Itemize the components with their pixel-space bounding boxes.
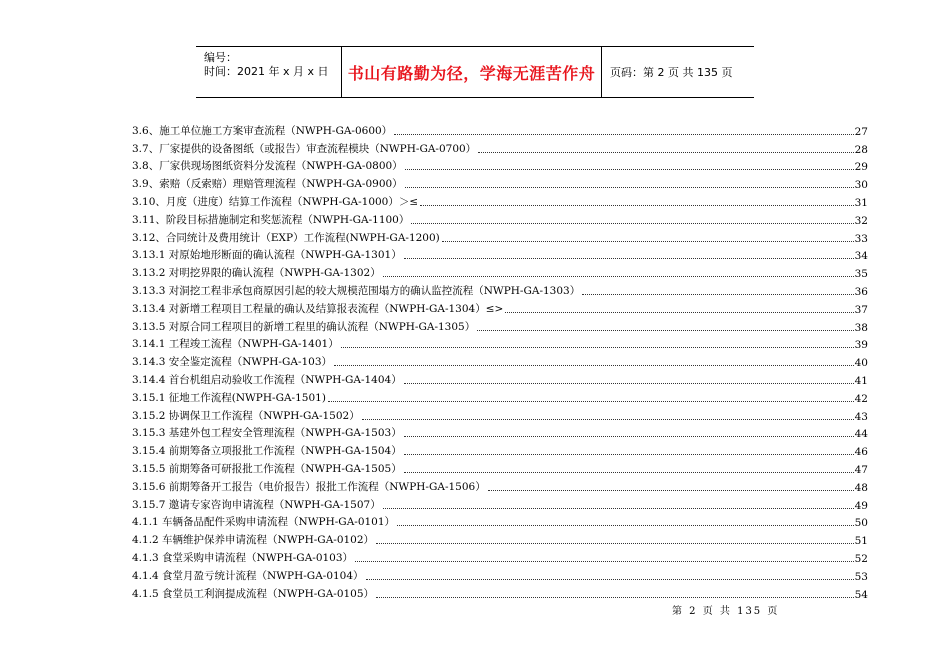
toc-dot-leader <box>394 134 853 135</box>
header-meta <box>196 47 342 97</box>
toc-entry-title: 3.15.7 邀请专家咨询申请流程（NWPH-GA-1507） <box>132 498 381 511</box>
toc-entry-title: 3.13.3 对洞挖工程非承包商原因引起的较大规模范围塌方的确认监控流程（NWPH-GA-1303） <box>132 284 581 297</box>
toc-entry-page-number: 36 <box>854 285 868 298</box>
toc-entry-title: 3.11、阶段目标措施制定和奖惩流程（NWPH-GA-1100） <box>132 213 410 226</box>
toc-dot-leader <box>366 579 854 580</box>
toc-dot-leader <box>582 294 853 295</box>
toc-entry-title: 3.14.4 首台机组启动验收工作流程（NWPH-GA-1404） <box>132 373 402 386</box>
toc-entry-title: 3.7、厂家提供的设备图纸（或报告）审查流程模块（NWPH-GA-0700） <box>132 142 477 155</box>
toc-entry-page-number: 28 <box>854 143 868 156</box>
toc-entry[interactable] <box>132 191 868 209</box>
toc-dot-leader <box>404 472 854 473</box>
toc-dot-leader <box>383 508 854 509</box>
table-of-contents <box>132 120 868 601</box>
toc-entry-page-number: 37 <box>854 303 868 316</box>
toc-entry-page-number: 53 <box>854 570 868 583</box>
toc-dot-leader <box>477 330 853 331</box>
toc-entry[interactable] <box>132 334 868 352</box>
toc-entry-page-number: 35 <box>854 268 868 281</box>
toc-entry-page-number: 43 <box>854 410 868 423</box>
toc-entry-title: 3.13.2 对明挖界限的确认流程（NWPH-GA-1302） <box>132 267 381 280</box>
toc-entry-page-number: 47 <box>854 463 868 476</box>
toc-entry-page-number: 54 <box>854 588 868 601</box>
toc-entry-title: 4.1.4 食堂月盈亏统计流程（NWPH-GA-0104） <box>132 569 364 582</box>
toc-entry[interactable] <box>132 547 868 565</box>
toc-entry-page-number: 32 <box>854 214 868 227</box>
toc-dot-leader <box>478 152 853 153</box>
toc-entry[interactable] <box>132 387 868 405</box>
toc-dot-leader <box>411 223 853 224</box>
toc-entry[interactable] <box>132 369 868 387</box>
page-header <box>196 46 754 98</box>
toc-dot-leader <box>328 401 854 402</box>
toc-dot-leader <box>404 454 854 455</box>
toc-entry-page-number: 30 <box>854 179 868 192</box>
toc-dot-leader <box>404 436 854 437</box>
toc-dot-leader <box>488 490 854 491</box>
toc-dot-leader <box>355 561 854 562</box>
toc-entry[interactable] <box>132 458 868 476</box>
toc-entry[interactable] <box>132 227 868 245</box>
toc-entry-page-number: 27 <box>854 125 868 138</box>
toc-entry-title: 4.1.3 食堂采购申请流程（NWPH-GA-0103） <box>132 551 354 564</box>
toc-dot-leader <box>442 241 854 242</box>
toc-entry-page-number: 44 <box>854 428 868 441</box>
toc-entry-page-number: 50 <box>854 517 868 530</box>
toc-entry[interactable] <box>132 529 868 547</box>
toc-entry-title: 3.9、索赔（反索赔）理赔管理流程（NWPH-GA-0900） <box>132 178 403 191</box>
toc-entry-page-number: 39 <box>854 339 868 352</box>
toc-dot-leader <box>334 365 854 366</box>
toc-entry-title: 3.13.1 对原始地形断面的确认流程（NWPH-GA-1301） <box>132 249 402 262</box>
toc-entry[interactable] <box>132 156 868 174</box>
toc-entry[interactable] <box>132 476 868 494</box>
toc-entry-page-number: 38 <box>854 321 868 334</box>
toc-entry-title: 4.1.5 食堂员工利润提成流程（NWPH-GA-0105） <box>132 587 375 600</box>
toc-entry-page-number: 48 <box>854 481 868 494</box>
toc-entry-title: 3.12、合同统计及费用统计（EXP）工作流程(NWPH-GA-1200) <box>132 231 440 244</box>
toc-entry-page-number: 33 <box>854 232 868 245</box>
toc-entry-title: 4.1.2 车辆维护保养申请流程（NWPH-GA-0102） <box>132 534 375 547</box>
toc-entry-title: 3.15.5 前期筹备可研报批工作流程（NWPH-GA-1505） <box>132 462 402 475</box>
toc-entry[interactable] <box>132 351 868 369</box>
toc-entry[interactable] <box>132 280 868 298</box>
toc-entry-title: 4.1.1 车辆备品配件采购申请流程（NWPH-GA-0101） <box>132 516 396 529</box>
toc-entry-page-number: 46 <box>854 446 868 459</box>
toc-entry-title: 3.13.5 对原合同工程项目的新增工程里的确认流程（NWPH-GA-1305） <box>132 320 476 333</box>
toc-dot-leader <box>505 312 853 313</box>
toc-dot-leader <box>397 525 854 526</box>
toc-entry[interactable] <box>132 120 868 138</box>
toc-dot-leader <box>405 187 854 188</box>
toc-entry[interactable] <box>132 316 868 334</box>
toc-entry[interactable] <box>132 245 868 263</box>
toc-entry-page-number: 41 <box>854 374 868 387</box>
toc-dot-leader <box>404 383 854 384</box>
toc-entry[interactable] <box>132 583 868 601</box>
toc-entry[interactable] <box>132 209 868 227</box>
page-footer: 第 2 页 共 135 页 <box>672 606 780 617</box>
toc-entry[interactable] <box>132 173 868 191</box>
toc-entry[interactable] <box>132 423 868 441</box>
toc-entry[interactable] <box>132 494 868 512</box>
toc-entry-page-number: 49 <box>854 499 868 512</box>
toc-entry-page-number: 40 <box>854 357 868 370</box>
toc-entry[interactable] <box>132 138 868 156</box>
toc-entry-page-number: 31 <box>854 196 868 209</box>
toc-entry-page-number: 42 <box>854 392 868 405</box>
toc-entry-title: 3.10、月度（进度）结算工作流程（NWPH-GA-1000）＞≤ <box>132 195 419 208</box>
toc-entry[interactable] <box>132 512 868 530</box>
toc-dot-leader <box>405 169 854 170</box>
doc-date-label: 时间：2021 年 x 月 x 日 <box>204 65 329 78</box>
toc-entry-title: 3.14.1 工程竣工流程（NWPH-GA-1401） <box>132 338 339 351</box>
toc-entry-title: 3.6、施工单位施工方案审查流程（NWPH-GA-0600） <box>132 124 393 137</box>
toc-entry-page-number: 34 <box>854 250 868 263</box>
toc-entry-page-number: 51 <box>854 535 868 548</box>
toc-dot-leader <box>341 347 854 348</box>
toc-entry[interactable] <box>132 440 868 458</box>
header-motto: 书山有路勤为径，学海无涯苦作舟 <box>342 47 602 97</box>
toc-dot-leader <box>383 276 854 277</box>
toc-entry[interactable] <box>132 565 868 583</box>
toc-entry-title: 3.8、厂家供现场图纸资料分发流程（NWPH-GA-0800） <box>132 160 403 173</box>
toc-entry-page-number: 52 <box>854 552 868 565</box>
toc-entry-title: 3.13.4 对新增工程项目工程量的确认及结算报表流程（NWPH-GA-1304）≤> <box>132 302 504 315</box>
toc-entry[interactable] <box>132 262 868 280</box>
toc-dot-leader <box>404 258 854 259</box>
toc-entry-title: 3.15.4 前期筹备立项报批工作流程（NWPH-GA-1504） <box>132 445 402 458</box>
toc-dot-leader <box>362 419 854 420</box>
toc-entry[interactable] <box>132 298 868 316</box>
toc-entry-title: 3.15.6 前期筹备开工报告（电价报告）报批工作流程（NWPH-GA-1506） <box>132 480 486 493</box>
header-page-number: 页码：第 2 页 共 135 页 <box>610 66 733 79</box>
doc-number-label: 编号： <box>204 51 237 64</box>
toc-dot-leader <box>420 205 853 206</box>
toc-entry[interactable] <box>132 405 868 423</box>
toc-dot-leader <box>376 543 854 544</box>
toc-entry-title: 3.15.2 协调保卫工作流程（NWPH-GA-1502） <box>132 409 360 422</box>
toc-entry-title: 3.15.3 基建外包工程安全管理流程（NWPH-GA-1503） <box>132 427 402 440</box>
toc-entry-page-number: 29 <box>854 161 868 174</box>
toc-entry-title: 3.15.1 征地工作流程(NWPH-GA-1501) <box>132 391 326 404</box>
toc-dot-leader <box>376 597 854 598</box>
toc-entry-title: 3.14.3 安全鉴定流程（NWPH-GA-103） <box>132 356 333 369</box>
